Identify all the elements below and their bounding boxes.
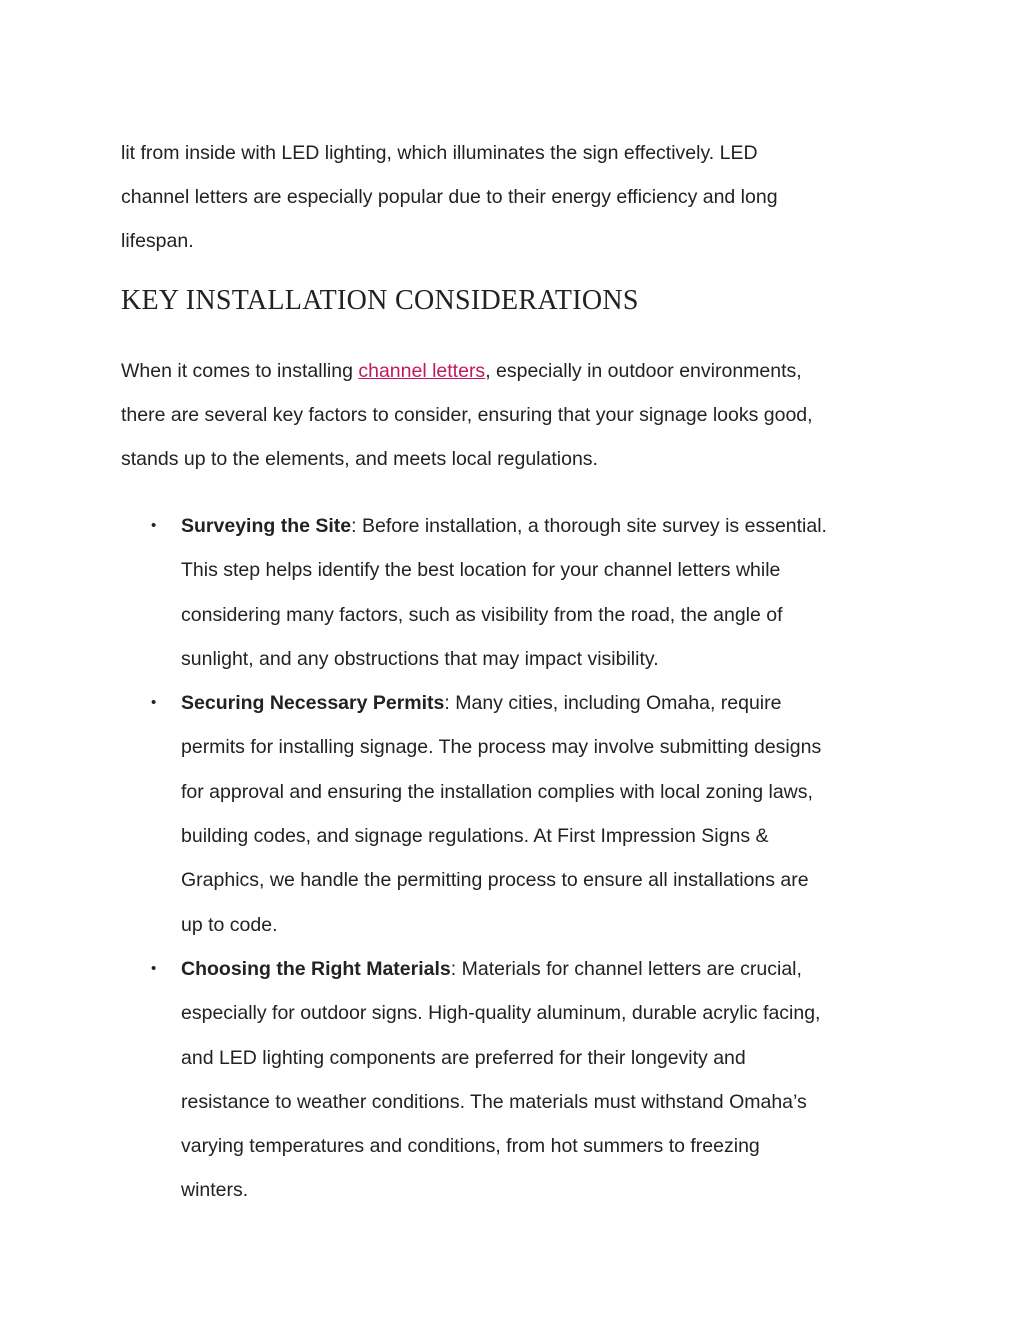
considerations-list — [121, 504, 911, 1213]
intro-line-2: channel letters are especially popular due to their energy efficiency and long — [121, 186, 778, 208]
channel-letters-link[interactable]: channel letters — [358, 360, 486, 382]
list-item — [121, 504, 911, 681]
body-line-2: there are several key factors to consider, ensuring that your signage looks good, — [121, 404, 813, 426]
list-item-line: permits for installing signage. The process may involve submitting designs — [181, 736, 822, 759]
section-heading: KEY INSTALLATION CONSIDERATIONS — [121, 285, 639, 316]
list-item-line: varying temperatures and conditions, from hot summers to freezing — [181, 1135, 760, 1158]
intro-line-1: lit from inside with LED lighting, which illuminates the sign effectively. LED — [121, 142, 758, 164]
list-item-line: for approval and ensuring the installation complies with local zoning laws, — [181, 780, 813, 803]
list-item-line: and LED lighting components are preferred for their longevity and — [181, 1046, 746, 1069]
list-item-line: winters. — [181, 1179, 249, 1202]
list-item-line: : Before installation, a thorough site survey is essential. — [351, 515, 827, 537]
list-item-term: Choosing the Right Materials — [181, 957, 451, 980]
bullet-icon: • — [151, 959, 157, 977]
list-item-line: considering many factors, such as visibility from the road, the angle of — [181, 603, 783, 626]
list-item-term: Securing Necessary Permits — [181, 692, 445, 715]
bullet-icon: • — [151, 694, 157, 712]
list-item-line: building codes, and signage regulations. At First Impression Signs & — [181, 825, 769, 848]
list-item-line: : Many cities, including Omaha, require — [444, 692, 782, 715]
list-item-line: resistance to weather conditions. The materials must withstand Omaha’s — [181, 1090, 807, 1113]
list-item-line: up to code. — [181, 913, 278, 936]
list-item-line: : Materials for channel letters are crucial, — [450, 957, 802, 980]
body-line-3: stands up to the elements, and meets local regulations. — [121, 448, 598, 470]
list-item — [121, 681, 911, 947]
bullet-icon: • — [151, 517, 157, 534]
intro-paragraph — [121, 131, 911, 263]
list-item-line: sunlight, and any obstructions that may impact visibility. — [181, 647, 659, 670]
list-item-line: Graphics, we handle the permitting process to ensure all installations are — [181, 869, 809, 892]
intro-line-3: lifespan. — [121, 230, 194, 252]
body-paragraph — [121, 349, 911, 481]
body-text-after-link: , especially in outdoor environments, — [485, 360, 802, 382]
body-text-before-link: When it comes to installing — [121, 360, 359, 382]
list-item-line: This step helps identify the best location for your channel letters while — [181, 559, 781, 582]
document-page — [121, 131, 911, 1213]
list-item-term: Surveying the Site — [181, 515, 352, 537]
list-item-line: especially for outdoor signs. High-quality aluminum, durable acrylic facing, — [181, 1002, 821, 1025]
list-item — [121, 947, 911, 1213]
